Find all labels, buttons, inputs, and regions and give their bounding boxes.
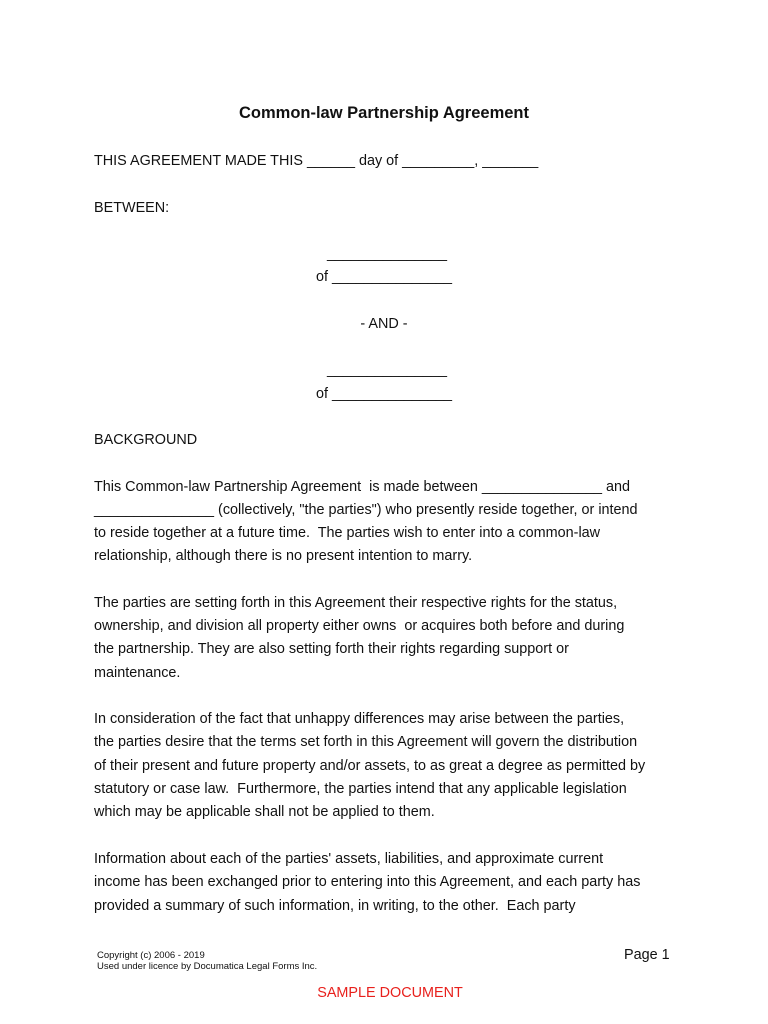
- paragraph-line: relationship, although there is no present intention to marry.: [94, 548, 473, 564]
- paragraph-line: provided a summary of such information, in writing, to the other. Each party: [94, 898, 576, 914]
- and-separator: - AND -: [360, 316, 408, 332]
- paragraph-line: _______________ (collectively, "the parties") who presently reside together, or intend: [94, 502, 638, 518]
- paragraph-line: In consideration of the fact that unhappy differences may arise between the parties,: [94, 711, 625, 727]
- party2-name-blank: _______________: [326, 362, 448, 378]
- paragraph-line: income has been exchanged prior to entering into this Agreement, and each party has: [94, 874, 641, 890]
- party1-name-blank: _______________: [326, 246, 448, 262]
- paragraph-line: maintenance.: [94, 665, 181, 681]
- paragraph-line: This Common-law Partnership Agreement is made between _______________ and: [94, 479, 630, 495]
- paragraph-line: which may be applicable shall not be applied to them.: [94, 804, 435, 820]
- paragraph-line: to reside together at a future time. The parties wish to enter into a common-law: [94, 525, 601, 541]
- page-number: Page 1: [624, 947, 670, 963]
- document-title: Common-law Partnership Agreement: [238, 104, 530, 122]
- paragraph-line: Information about each of the parties' assets, liabilities, and approximate current: [94, 851, 604, 867]
- paragraph-line: the partnership. They are also setting forth their rights regarding support or: [94, 641, 569, 657]
- party1-address-line: of _______________: [315, 269, 453, 285]
- opening-line: THIS AGREEMENT MADE THIS ______ day of _________, _______: [94, 153, 539, 169]
- background-heading: BACKGROUND: [94, 432, 198, 448]
- paragraph-line: ownership, and division all property either owns or acquires both before and during: [94, 618, 625, 634]
- paragraph-line: The parties are setting forth in this Agreement their respective rights for the status,: [94, 595, 618, 611]
- paragraph-line: of their present and future property and/or assets, to as great a degree as permitted by: [94, 758, 646, 774]
- paragraph-line: statutory or case law. Furthermore, the parties intend that any applicable legislation: [94, 781, 627, 797]
- sample-document-notice: SAMPLE DOCUMENT: [317, 985, 463, 1001]
- paragraph-line: the parties desire that the terms set forth in this Agreement will govern the distribution: [94, 734, 638, 750]
- party2-address-line: of _______________: [315, 386, 453, 402]
- footer-licence: Used under licence by Documatica Legal Forms Inc.: [97, 961, 318, 972]
- footer-copyright: Copyright (c) 2006 - 2019: [97, 950, 205, 961]
- between-heading: BETWEEN:: [94, 200, 170, 216]
